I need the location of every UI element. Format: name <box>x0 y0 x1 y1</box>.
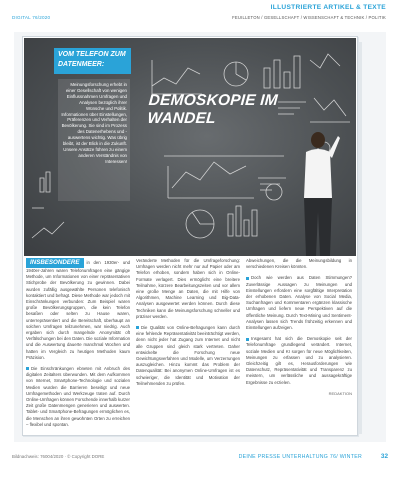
bullet-square-icon <box>26 367 29 370</box>
issue-label: DIGITAL 76/2020 <box>12 15 51 20</box>
paragraph: Insgesamt hat sich die Demoskopie seit der Telefonumfrage grundlegend verändert. Internet, soziale Medien und KI sorgen für neue Möglichkeiten, Meinungen zu erfassen und zu analysieren. Gleichzeitig gilt es, Herausforderungen wie Datenschutz, Repräsentativität und Transparenz zu meistern, um verlässliche und aussagekräftige Ergebnisse zu erzielen. <box>246 336 352 385</box>
section-nav: FEUILLETON / GESELLSCHAFT / WISSENSCHAFT & TECHNIK / POLITIK <box>232 15 386 20</box>
page-number: 32 <box>380 453 388 460</box>
person-figure-icon <box>292 128 342 256</box>
page-footer <box>0 446 400 477</box>
paragraph: Die Einschränkungen ebneten mit Anbruch des digitalen Zeitalters überwunden. Mit dem Aufkommen von Internet, Smartphone-Technologie und sozialen Medien wurden die Barrieren beseitigt und neue Umfragemethoden und Werkzeuge traten auf. Durch Online-Umfragen können Forschende innerhalb kurzer Zeit große Datenmengen generieren und auswerten. Tablet- und Smartphone-Befragungen ermöglichen es, die Menschen an ihren gewohnten Orten zu erreichen – flexibel und spontan. <box>26 366 130 427</box>
author-signature: REDAKTION <box>328 390 352 396</box>
article-column-1 <box>26 258 130 434</box>
kicker-label: INSBESONDERE <box>26 258 84 268</box>
article-headline: DEMOSKOPIE IM WANDEL <box>146 92 279 127</box>
publication-label: DEINE PRESSE UNTERHALTUNG 76/ WINTER <box>238 454 362 460</box>
page-header <box>0 0 400 26</box>
teaser-text: Meinungsforschung erhebt in einer Gesellschaft von wenigen Einflussnahmen Umfragen und Analysen bezüglich ihrer Wünsche und Politik. Informationen über Einstellungen, Präferenzen und Verhalten der Bevölkerung. Sie sind im Prozess des Datenerhebens und -auswertens wichtig. Was übrig bleibt, ist der Blick in die Zukunft. Unsere Ansätze führen zu einem anderen Verständnis von Interessen! <box>61 82 127 164</box>
teaser-box <box>58 79 130 201</box>
article-column-2 <box>136 258 240 434</box>
bullet-square-icon <box>246 277 249 280</box>
image-credit: Bildnachweis: 76004/2020 · © Copyright DORE <box>12 454 105 459</box>
paragraph: Die Qualität von Online-Befragungen kann durch eine fehlende Repräsentativität beeinträchtigt werden, denn nicht jeder hat Zugang zum Internet und nicht alle Gruppen sind gleich stark vertreten. Daher entwickelte die Forschung neue Gewichtungsverfahren und Modelle, um Verzerrungen auszugleichen. Hinzu kommt das Problem der Datenqualität: Bei anonymen Online-Umfragen ist es schwieriger, die Identität und Motivation der Teilnehmenden zu prüfen. <box>136 325 240 386</box>
paragraph: Abweichungen, die die Meinungsbildung in verschiedenen Kreisen könnten. <box>246 258 352 270</box>
teaser-title: VOM TELEFON ZUM DATENMEER: <box>58 51 126 68</box>
paragraph: Doch wie werden aus Daten Stimmungen? Zuverlässige Aussagen zu Meinungen und Einstellungen erfordern eine sorgfältige Interpretation der erhobenen Daten. Analyse von Social Media, Suchanfragen und Kommentaren ergänzen klassische Umfragen und liefern neue Perspektiven auf die öffentliche Meinung. Durch Text-Mining und Sentiment-Analysen lassen sich Trends frühzeitig erkennen und Einstellungen aufzeigen. <box>246 275 352 331</box>
brand-title: ILLUSTRIERTE ARTIKEL & TEXTE <box>270 4 386 11</box>
paragraph: Veränderte Methoden für die Umfrageforschung: Umfragen werden nicht mehr nur auf Papier oder am Telefon erhoben, sondern haben sich in Online-Formate verlagert. Dies ermöglicht eine breitere Teilnahme, kürzere Bearbeitungszeiten und vor allem eine große Menge an Daten, die mit Hilfe von Algorithmen, Machine Learning und Big-Data-Analysen ausgewertet werden können. Durch diese Techniken kann die Meinungsforschung schneller und präziser werden. <box>136 258 240 319</box>
paragraph: INSBESONDERE in den 1930er- und 1940er-Jahren waren Telefonumfragen eine gängige Methode, um Informationen von einer repräsentativen Stichprobe der Bevölkerung zu gewinnen. Dabei wurden zufällig ausgewählte Personen telefonisch kontaktiert und befragt. Diese Methode war jedoch mit Einschränkungen verbunden: Zum Beispiel waren große Bevölkerungsgruppen, die kein Telefon besaßen oder selten zu Hause waren, unterrepräsentiert und die Bereitschaft, überhaupt an solchen Umfragen teilzunehmen, war niedrig. Auch ergaben sich durch mangelnde Anonymität oft Verfälschungen bei den Daten. Die soziale Information und die Auswertung dauerte manchmal Wochen und hatten im Vergleich zu heutigen Methoden kaum Präzision. <box>26 259 130 360</box>
article-column-3 <box>246 258 352 434</box>
article-columns <box>26 258 354 434</box>
bullet-square-icon <box>136 326 139 329</box>
bullet-square-icon <box>246 338 249 341</box>
